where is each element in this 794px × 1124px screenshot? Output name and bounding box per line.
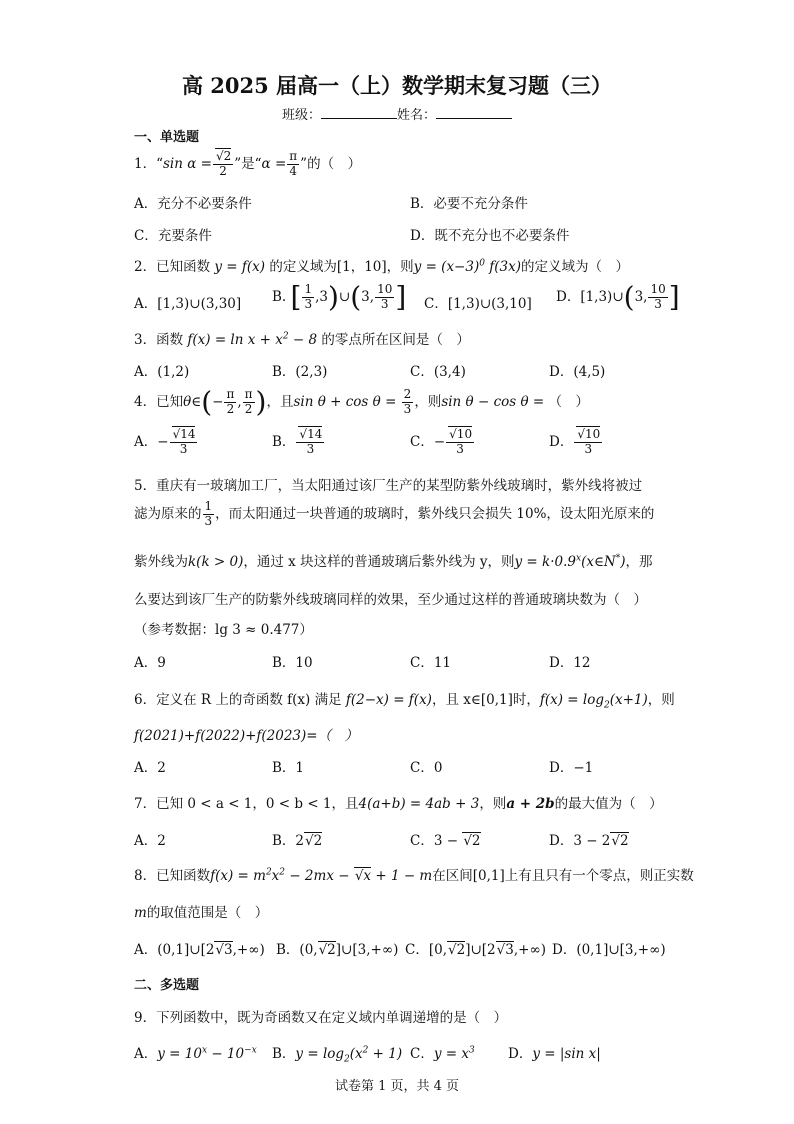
math-expr: [0,1] — [472, 868, 505, 884]
option-label: D． — [552, 942, 577, 958]
q5-text: 紫外线为 — [134, 554, 188, 570]
q8-line-2 — [134, 901, 268, 921]
question-number: 3． — [134, 332, 157, 348]
q2-option-c[interactable]: C．[1,3)∪(3,10] — [424, 296, 532, 312]
option-label: A． — [134, 1046, 158, 1062]
page-footer: 试卷第 1 页，共 4 页 — [334, 1079, 460, 1094]
option-label: C． — [410, 433, 434, 450]
option-label: D． — [549, 833, 574, 849]
q1-option-c[interactable]: C．充要条件 — [134, 228, 212, 244]
q9-text: 下列函数中，既为奇函数又在定义域内单调递增的是（ ） — [156, 1010, 508, 1026]
class-label: 班级： — [281, 108, 321, 123]
option-label: B． — [272, 1046, 296, 1062]
fraction: $\frac{√14}{3}$ — [296, 428, 324, 457]
question-number: 8． — [134, 868, 157, 884]
math-expr: $y = (x-3)^0$ f(3x) — [413, 258, 521, 275]
q3-option-d[interactable]: D．(4,5) — [549, 364, 606, 380]
name-blank — [436, 106, 512, 119]
q9-option-a[interactable]: A．$y = 10^x - 10^{-x}$ — [134, 1045, 257, 1062]
question-number: 2． — [134, 259, 157, 275]
question-4: 4．已知θ∈(− $\frac{\pi}{2}$ , $\frac{\pi}{2}$ )，且sin θ + cos θ = $\frac{2}{3}$ ，则sin θ − cos θ = （ ） — [134, 385, 589, 419]
q3-text: 函数 — [156, 332, 184, 348]
option-label: A． — [134, 433, 158, 450]
question-number: 4． — [134, 393, 157, 410]
q7-option-a[interactable]: A．2 — [134, 833, 166, 849]
fraction: $\frac{√2}{2}$ — [213, 150, 233, 179]
bracket: [ — [290, 280, 302, 314]
question-number: 9． — [134, 1010, 157, 1026]
q4-option-a[interactable]: A．− $\frac{√14}{3}$ — [134, 427, 196, 456]
q1-option-a[interactable]: A．充分不必要条件 — [134, 196, 252, 212]
quote-mid: ”是“ — [234, 155, 262, 172]
math-expr: f(2−x) = f(x) — [341, 692, 432, 708]
q2-option-d[interactable]: D．[1,3)∪(3, $\frac{10}{3}$ ] — [556, 280, 680, 314]
q9-option-d[interactable]: D．y = |sin x| — [508, 1046, 601, 1062]
fraction: $\frac{√14}{3}$ — [170, 428, 198, 457]
q7-text: 已知 0 < a < 1，0 < b < 1，且 — [156, 796, 359, 812]
q9-option-b[interactable]: B．$y = \log_2(x^2 + 1)$ — [272, 1045, 403, 1065]
fraction: $\frac{2}{3}$ — [403, 387, 412, 416]
q5-text: ，通过 x 块这样的普通玻璃后紫外线为 y，则 — [243, 554, 515, 570]
question-5 — [134, 474, 642, 494]
math-expr: y = f(x) — [210, 259, 270, 275]
fraction: $\frac{\pi}{4}$ — [289, 149, 298, 178]
question-1 — [134, 150, 361, 179]
q7-text: ，则 — [479, 796, 507, 812]
option-label: D． — [508, 1046, 533, 1062]
q3-option-c[interactable]: C．(3,4) — [410, 364, 466, 380]
q2-option-b[interactable]: B. [ $\frac{1}{3}$ ,3)∪(3, $\frac{10}{3}$ ] — [272, 280, 407, 314]
q3-option-a[interactable]: A．(1,2) — [134, 364, 190, 380]
q5-option-a[interactable]: A．9 — [134, 655, 166, 671]
math-expr: $f(x) = \log_2(x+1)$ — [539, 692, 648, 711]
math-m: m — [134, 905, 147, 921]
q7-option-b[interactable]: B．2√2 — [272, 833, 323, 849]
q5-text: ，而太阳通过一块普通的玻璃时，紫外线只会损失 10%，设太阳光原来的 — [215, 505, 655, 522]
q2-option-a[interactable]: A．[1,3)∪(3,30] — [134, 296, 242, 312]
student-info — [0, 104, 794, 123]
q4-text: （ ） — [548, 393, 589, 410]
bracket: ( — [350, 280, 362, 314]
q6-text: 定义在 R 上的奇函数 f(x) 满足 — [156, 692, 342, 708]
option-label: B． — [272, 833, 296, 849]
question-2 — [134, 255, 629, 275]
bracket: ( — [623, 280, 635, 314]
q6-option-b[interactable]: B．1 — [272, 760, 305, 776]
q8-option-c[interactable]: C．[0,√2]∪[2√3,+∞) — [405, 942, 546, 958]
q4-option-b[interactable] — [272, 428, 325, 457]
question-6 — [134, 688, 675, 711]
bracket: ) — [327, 280, 339, 314]
math-sin: sin α = — [163, 155, 212, 172]
bracket: ) — [255, 385, 267, 419]
option-label: D．[1,3)∪ — [556, 288, 624, 305]
option-label: C． — [410, 1046, 434, 1062]
fraction: $\frac{1}{3}$ — [304, 282, 313, 311]
math-alpha: α = — [261, 155, 287, 172]
q6-text: ，且 x∈[0,1]时， — [431, 692, 540, 708]
q4-text: ，则 — [414, 393, 442, 410]
fraction: $\frac{\pi}{2}$ — [226, 387, 235, 416]
page-title: 高 2025 届高一（上）数学期末复习题（三） — [181, 73, 613, 98]
q5-line-4: 么要达到该厂生产的防紫外线玻璃同样的效果，至少通过这样的普通玻璃块数为（ ） — [134, 592, 647, 608]
math-expr: $y = k\cdot 0.9^x(x\in N^*)$ — [514, 553, 626, 570]
q5-line-3 — [134, 550, 653, 570]
fraction: $\frac{10}{3}$ — [650, 282, 666, 311]
section-multiple-choice: 二、多选题 — [134, 978, 200, 993]
fraction: $\frac{√10}{3}$ — [446, 428, 474, 457]
q4-text: ，且 — [266, 393, 294, 410]
q6-option-a[interactable]: A．2 — [134, 760, 166, 776]
q1-option-b[interactable]: B．必要不充分条件 — [410, 196, 528, 212]
q1-option-d[interactable]: D．既不充分也不必要条件 — [410, 228, 570, 244]
math-expr: a + 2b — [506, 796, 555, 812]
q6-option-d[interactable]: D．−1 — [549, 760, 594, 776]
q5-option-b[interactable]: B．10 — [272, 655, 313, 671]
section-single-choice: 一、单选题 — [134, 130, 200, 145]
question-7 — [134, 792, 663, 812]
math-expr: sin θ + cos θ = — [293, 393, 401, 410]
q6-text: ，则 — [647, 692, 675, 708]
bracket: ] — [668, 280, 680, 314]
math-expr: sin θ − cos θ = — [441, 393, 549, 410]
bracket: ] — [395, 280, 407, 314]
question-3 — [134, 328, 470, 348]
question-9 — [134, 1006, 507, 1026]
q4-option-c[interactable]: C．− $\frac{√10}{3}$ — [410, 427, 473, 456]
q2-text: 的定义域为（ ） — [521, 259, 629, 275]
q5-text: 滤为原来的 — [134, 505, 202, 522]
question-number: 1． — [134, 155, 157, 172]
option-label: A． — [134, 942, 158, 958]
math-expr: $f(x) = \ln x + x^2 - 8$ — [183, 331, 322, 348]
q8-option-b[interactable]: B．(0,√2]∪[3,+∞) — [276, 942, 399, 958]
q2-text: 的定义域为[1，10]，则 — [269, 259, 414, 275]
q7-option-c[interactable]: C．3 − √2 — [410, 833, 481, 849]
fraction: $\frac{√10}{3}$ — [574, 428, 602, 457]
q8-option-d[interactable]: D．(0,1]∪[3,+∞) — [552, 942, 666, 958]
quote-close: ”的（ ） — [300, 155, 362, 172]
option-label: D． — [549, 433, 574, 450]
question-8 — [134, 864, 694, 884]
q2-text: 已知函数 — [156, 259, 211, 275]
name-label: 姓名： — [397, 108, 437, 123]
math-expr: θ∈ — [183, 393, 202, 410]
q6-line-2: f(2021)+f(2022)+f(2023)=（ ） — [134, 728, 359, 744]
option-label: C． — [405, 942, 429, 958]
q8-text: 已知函数 — [156, 868, 211, 884]
q5-line: 重庆有一玻璃加工厂，当太阳通过该厂生产的某型防紫外线玻璃时，紫外线将被过 — [156, 478, 643, 494]
bracket: ( — [201, 385, 213, 419]
q3-text: 的零点所在区间是（ ） — [321, 332, 470, 348]
option-label: C． — [410, 833, 434, 849]
q7-option-d[interactable]: D．3 − 2√2 — [549, 833, 629, 849]
q5-option-c[interactable]: C．11 — [410, 655, 452, 671]
question-number: 6． — [134, 692, 157, 708]
fraction: $\frac{10}{3}$ — [377, 282, 393, 311]
q5-text: ，那 — [625, 554, 653, 570]
q9-option-c[interactable]: C．$y = x^3$ — [410, 1045, 475, 1062]
q8-option-a[interactable]: A．(0,1]∪[2√3,+∞) — [134, 942, 265, 958]
q4-option-d[interactable] — [549, 428, 603, 457]
q4-text: 已知 — [156, 393, 184, 410]
q8-text: 在区间 — [432, 868, 473, 884]
option-label: B． — [276, 942, 300, 958]
option-label: B． — [272, 433, 296, 450]
fraction: $\frac{\pi}{2}$ — [244, 387, 253, 416]
class-blank — [321, 106, 397, 119]
option-label: B. — [272, 288, 287, 305]
question-number: 5． — [134, 478, 157, 494]
math-expr: $f(x) = m^2x^2 - 2mx - √x + 1 - m$ — [210, 867, 433, 884]
math-expr: 4(a+b) = 4ab + 3 — [358, 796, 480, 812]
q3-option-b[interactable]: B．(2,3) — [272, 364, 328, 380]
q5-option-d[interactable]: D．12 — [549, 655, 591, 671]
q8-text: 的取值范围是（ ） — [146, 905, 269, 921]
q7-text: 的最大值为（ ） — [554, 796, 663, 812]
q5-reference: （参考数据：lg 3 ≈ 0.477） — [134, 622, 313, 638]
math-expr: k(k > 0) — [188, 554, 244, 570]
q8-text: 上有且只有一个零点，则正实数 — [504, 868, 694, 884]
q6-option-c[interactable]: C．0 — [410, 760, 443, 776]
question-number: 7． — [134, 796, 157, 812]
fraction: $\frac{1}{3}$ — [204, 499, 213, 528]
quote-open: “ — [156, 155, 163, 172]
q5-line-2 — [134, 500, 654, 529]
